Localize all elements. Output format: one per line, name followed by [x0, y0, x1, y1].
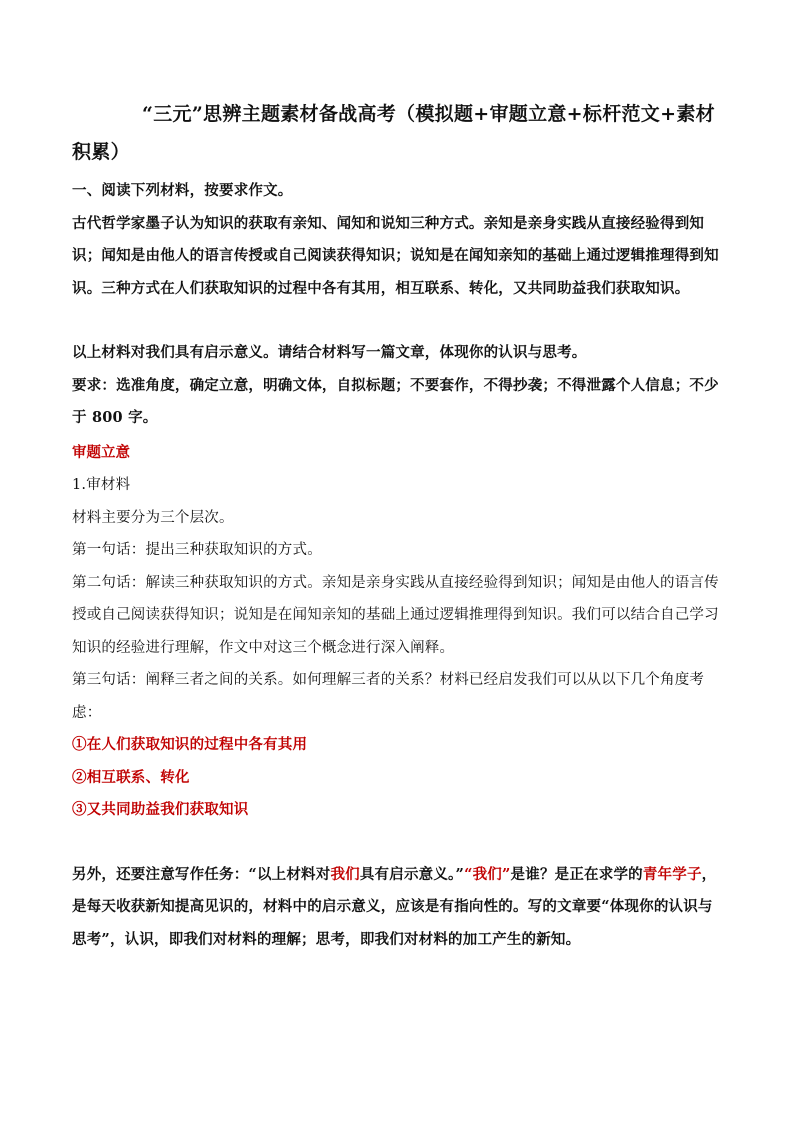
- angle-point-2: ②相互联系、转化: [72, 768, 190, 786]
- task-text: 另外，还要注意写作任务：“以上材料对: [72, 865, 331, 883]
- section-heading: 一、阅读下列材料，按要求作文。: [72, 182, 293, 199]
- material-paragraph: 古代哲学家墨子认为知识的获取有亲知、闻知和说知三种方式。亲知是亲身实践从直接经验得到知识；闻知是由他人的语言传授或自己阅读获得知识；说知是在闻知亲知的基础上通过逻辑推理得到知识。三种方式在人们获取知识的过程中各有其用，相互联系、转化，又共同助益我们获取知识。: [72, 214, 719, 297]
- analysis-line-2: 第一句话：提出三种获取知识的方式。: [72, 542, 322, 558]
- task-text: 是谁？是正在求学的: [510, 865, 643, 883]
- analysis-line-1: 材料主要分为三个层次。: [72, 509, 234, 526]
- document-title: “三元”思辨主题素材备战高考（模拟题+审题立意+标杆范文+素材积累）: [72, 103, 715, 163]
- task-highlight: 我们: [330, 865, 360, 883]
- document-page: [72, 95, 722, 956]
- task-highlight: 青年学子: [642, 865, 702, 883]
- spacer: [72, 305, 722, 337]
- analysis-heading: 审题立意: [72, 443, 130, 461]
- prompt-paragraph: 以上材料对我们具有启示意义。请结合材料写一篇文章，体现你的认识与思考。: [72, 344, 587, 361]
- spacer: [72, 827, 722, 859]
- analysis-subheading: 1.审材料: [72, 477, 131, 493]
- analysis-line-4: 第三句话：阐释三者之间的关系。如何理解三者的关系？材料已经启发我们可以从以下几个角度考虑：: [72, 672, 705, 721]
- requirements-paragraph: 要求：选准角度，确定立意，明确文体，自拟标题；不要套作，不得抄袭；不得泄露个人信息；不少于 800 字。: [72, 376, 719, 426]
- writing-task-paragraph: [72, 859, 722, 957]
- task-text: 具有启示意义。”: [359, 865, 465, 883]
- task-highlight: “我们”: [464, 865, 511, 883]
- task-text: ，是每天收获新知提高见识的，材料中的启示意义，应该是有指向性的。写的文章要“体现你的认识与思考”，认识，即我们对材料的理解；思考，即我们对材料的加工产生的新知。: [72, 865, 717, 948]
- angle-point-1: ①在人们获取知识的过程中各有其用: [72, 736, 308, 753]
- angle-point-3: ③又共同助益我们获取知识: [72, 801, 249, 818]
- analysis-line-3: 第二句话：解读三种获取知识的方式。亲知是亲身实践从直接经验得到知识；闻知是由他人的语言传授或自己阅读获得知识；说知是在闻知亲知的基础上通过逻辑推理得到知识。我们可以结合自己学习知识的经验进行理解，作文中对这三个概念进行深入阐释。: [72, 574, 719, 656]
